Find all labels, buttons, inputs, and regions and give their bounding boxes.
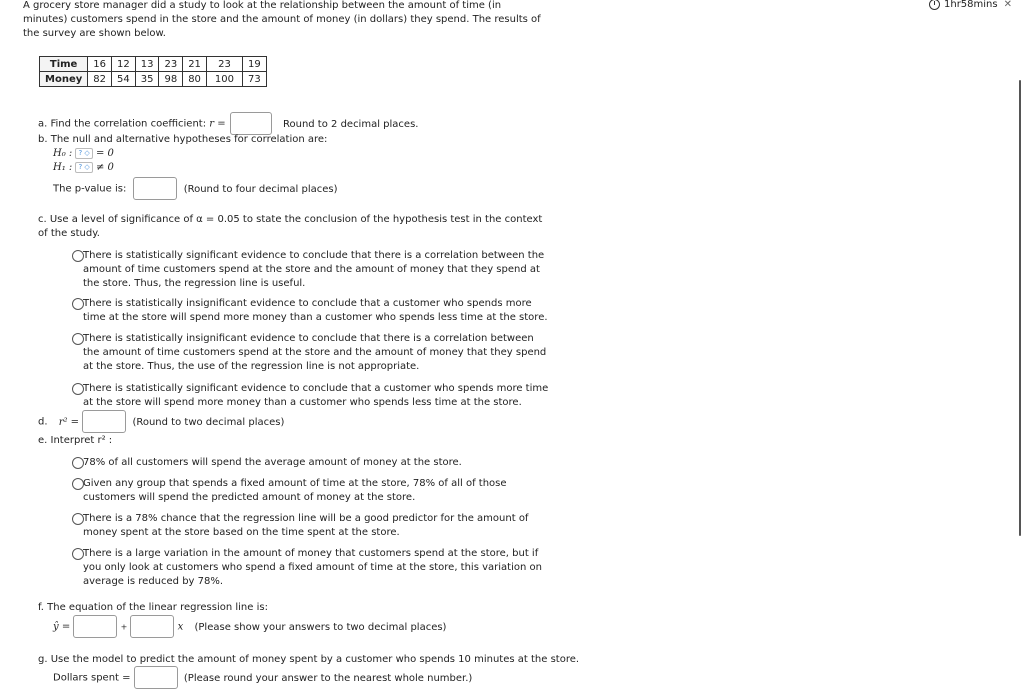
radio-option-c4[interactable] (72, 382, 552, 410)
pvalue-row (53, 177, 338, 200)
table-cell: 80 (183, 72, 207, 87)
part-e-label: e. Interpret r² : (38, 435, 113, 446)
table-cell: 82 (88, 72, 112, 87)
scrollbar[interactable] (1019, 80, 1021, 536)
radio-button[interactable] (72, 548, 84, 560)
radio-button[interactable] (72, 513, 84, 525)
table-cell: 21 (183, 57, 207, 72)
table-cell: 13 (135, 57, 159, 72)
radio-button[interactable] (72, 298, 84, 310)
h0-row (53, 147, 114, 161)
radio-option-e3[interactable] (72, 512, 547, 540)
table-row-time (40, 57, 267, 72)
timer (929, 0, 1012, 10)
pvalue-input[interactable] (133, 177, 177, 200)
r2-symbol: r² = (58, 416, 80, 428)
option-text: There is statistically insignificant evidence to conclude that there is a correlation between the amount of time customers spend at the store and the amount of money that they spend at the store. Thus, the use of the regression line is not appropriate. (83, 333, 547, 372)
r-symbol: r = (209, 118, 226, 130)
h0-select[interactable]: ? ◇ (75, 148, 92, 159)
part-a (38, 112, 418, 135)
r-input[interactable] (230, 112, 272, 135)
radio-button[interactable] (72, 333, 84, 345)
table-cell: 35 (135, 72, 159, 87)
table-cell: 23 (159, 57, 183, 72)
h0-symbol: H₀ : (53, 148, 73, 159)
h1-value: ≠ 0 (95, 162, 114, 173)
timer-text: 1hr58mins (944, 0, 998, 10)
table-cell: 73 (243, 72, 267, 87)
h1-select[interactable]: ? ◇ (75, 162, 92, 173)
radio-button[interactable] (72, 478, 84, 490)
yhat-symbol: ŷ = (53, 621, 71, 633)
part-d-note: (Round to two decimal places) (132, 416, 285, 428)
radio-button[interactable] (72, 457, 84, 469)
h1-symbol: H₁ : (53, 162, 73, 173)
option-text: There is statistically significant evidence to conclude that there is a correlation between the amount of time customers spend at the store and the amount of money that they spend at the store. Thus, the regression line is useful. (83, 250, 545, 289)
table-cell: 54 (111, 72, 135, 87)
radio-option-e2[interactable] (72, 477, 542, 505)
r2-input[interactable] (82, 410, 126, 433)
part-g-label: g. Use the model to predict the amount of money spent by a customer who spends 10 minutes at the store. (38, 654, 580, 665)
option-text: There is a large variation in the amount of money that customers spend at the store, but if you only look at customers who spend a fixed amount of time at the store, this variation on average is reduced by 78%. (83, 548, 542, 587)
table-cell: 12 (111, 57, 135, 72)
part-b-label: b. The null and alternative hypotheses for correlation are: (38, 134, 328, 145)
part-c-label: c. Use a level of significance of α = 0.05 to state the conclusion of the hypothesis test in the context of the study. (38, 214, 543, 239)
regression-row (53, 615, 446, 638)
option-text: Given any group that spends a fixed amount of time at the store, 78% of all of those customers will spend the predicted amount of money at the store. (83, 478, 507, 503)
radio-option-c3[interactable] (72, 332, 552, 374)
option-text: There is statistically insignificant evidence to conclude that a customer who spends more time at the store will spend more money than a customer who spends less time at the store. (83, 298, 548, 323)
part-d (38, 410, 284, 433)
h0-value: = 0 (95, 148, 114, 159)
table-cell: 16 (88, 57, 112, 72)
table-cell: 98 (159, 72, 183, 87)
pvalue-label: The p-value is: (53, 183, 127, 195)
problem-intro: A grocery store manager did a study to look at the relationship between the amount of time (in minutes) customers spend in the store and the amount of money (in dollars) they spend. The results of the survey are shown below. (23, 0, 541, 39)
option-text: There is a 78% chance that the regression line will be a good predictor for the amount of money spent at the store based on the time spent at the store. (83, 513, 529, 538)
slope-input[interactable] (130, 615, 174, 638)
option-text: There is statistically significant evidence to conclude that a customer who spends more time at the store will spend more money than a customer who spends less time at the store. (83, 383, 549, 408)
h1-row (53, 161, 114, 175)
intercept-input[interactable] (73, 615, 117, 638)
pvalue-note: (Round to four decimal places) (183, 183, 338, 195)
radio-option-e4[interactable] (72, 547, 552, 589)
table-cell: 100 (206, 72, 242, 87)
radio-button[interactable] (72, 250, 84, 262)
part-g-note: (Please round your answer to the nearest whole number.) (183, 672, 473, 684)
part-f-label: f. The equation of the linear regression line is: (38, 602, 268, 613)
part-a-label: a. Find the correlation coefficient: (38, 118, 207, 130)
part-f-note: (Please show your answers to two decimal places) (194, 621, 447, 633)
radio-button[interactable] (72, 383, 84, 395)
table-cell: 23 (206, 57, 242, 72)
plus-sign: + (120, 622, 128, 632)
x-symbol: x (177, 621, 184, 633)
row-label: Time (40, 57, 88, 72)
radio-option-c2[interactable] (72, 297, 552, 325)
radio-option-c1[interactable] (72, 249, 552, 291)
part-d-label: d. (38, 416, 48, 428)
table-cell: 19 (243, 57, 267, 72)
data-table (39, 56, 267, 87)
option-text: 78% of all customers will spend the average amount of money at the store. (83, 457, 462, 468)
close-icon[interactable]: ✕ (1003, 0, 1012, 10)
dollars-label: Dollars spent = (53, 672, 131, 684)
clock-icon (929, 0, 940, 10)
part-a-note: Round to 2 decimal places. (282, 118, 419, 130)
dollars-input[interactable] (134, 666, 178, 689)
dollars-row (53, 666, 472, 689)
table-row-money (40, 72, 267, 87)
row-label: Money (40, 72, 88, 87)
radio-option-e1[interactable] (72, 456, 552, 470)
